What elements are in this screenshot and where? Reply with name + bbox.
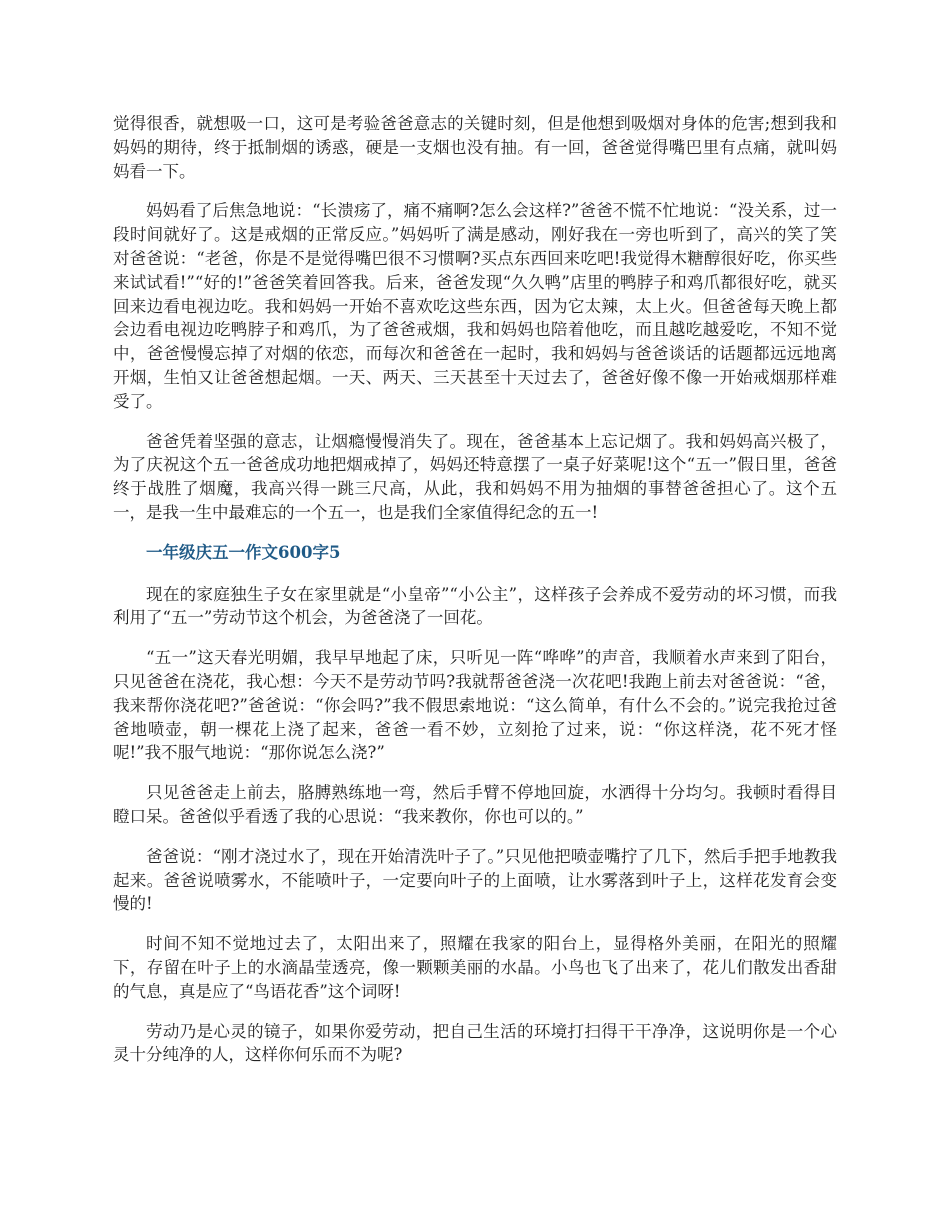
- paragraph: 妈妈看了后焦急地说：“长溃疡了，痛不痛啊?怎么会这样?”爸爸不慌不忙地说：“没关系，过一段时间就好了。这是戒烟的正常反应。”妈妈听了满是感动，刚好我在一旁也听到了，高兴的笑了笑对爸爸说：“老爸，你是不是觉得嘴巴很不习惯啊?买点东西回来吃吧!我觉得木糖醇很好吃，你买些来试试看!”“好的!”爸爸笑着回答我。后来，爸爸发现“久久鸭”店里的鸭脖子和鸡爪都很好吃，就买回来边看电视边吃。我和妈妈一开始不喜欢吃这些东西，因为它太辣，太上火。但爸爸每天晚上都会边看电视边吃鸭脖子和鸡爪，为了爸爸戒烟，我和妈妈也陪着他吃，而且越吃越爱吃，不知不觉中，爸爸慢慢忘掉了对烟的依恋，而每次和爸爸在一起时，我和妈妈与爸爸谈话的话题都远远地离开烟，生怕又让爸爸想起烟。一天、两天、三天甚至十天过去了，爸爸好像不像一开始戒烟那样难受了。: [113, 201, 837, 411]
- paragraph: 觉得很香，就想吸一口，这可是考验爸爸意志的关键时刻，但是他想到吸烟对身体的危害;想到我和妈妈的期待，终于抵制烟的诱惑，硬是一支烟也没有抽。有一回，爸爸觉得嘴巴里有点痛，就叫妈妈看一下。: [113, 114, 837, 181]
- paragraph: 爸爸说：“刚才浇过水了，现在开始清洗叶子了。”只见他把喷壶嘴拧了几下，然后手把手地教我起来。爸爸说喷雾水，不能喷叶子，一定要向叶子的上面喷，让水雾落到叶子上，这样花发育会变慢的!: [113, 846, 837, 914]
- paragraph: “五一”这天春光明媚，我早早地起了床，只听见一阵“哗哗”的声音，我顺着水声来到了阳台，只见爸爸在浇花，我心想：今天不是劳动节吗?我就帮爸爸浇一次花吧!我跑上前去对爸爸说：“爸，我来帮你浇花吧?”爸爸说：“你会吗?”我不假思索地说：“这么简单，有什么不会的。”说完我抢过爸爸地喷壶，朝一棵花上浇了起来，爸爸一看不妙，立刻抢了过来，说：“你这样浇，花不死才怪呢!”我不服气地说：“那你说怎么浇?”: [113, 648, 837, 763]
- paragraph: 现在的家庭独生子女在家里就是“小皇帝”“小公主”，这样孩子会养成不爱劳动的坏习惯，而我利用了“五一”劳动节这个机会，为爸爸浇了一回花。: [113, 584, 837, 628]
- paragraph: 只见爸爸走上前去，胳膊熟练地一弯，然后手臂不停地回旋，水洒得十分均匀。我顿时看得目瞪口呆。爸爸似乎看透了我的心思说：“我来教你，你也可以的。”: [113, 783, 837, 826]
- paragraph: 爸爸凭着坚强的意志，让烟瘾慢慢消失了。现在，爸爸基本上忘记烟了。我和妈妈高兴极了，为了庆祝这个五一爸爸成功地把烟戒掉了，妈妈还特意摆了一桌子好菜呢!这个“五一”假日里，爸爸终于战胜了烟魔，我高兴得一跳三尺高，从此，我和妈妈不用为抽烟的事替爸爸担心了。这个五一，是我一生中最难忘的一个五一，也是我们全家值得纪念的五一!: [113, 431, 837, 522]
- article-body: [113, 112, 837, 1083]
- paragraph: 劳动乃是心灵的镜子，如果你爱劳动，把自己生活的环境打扫得干干净净，这说明你是一个心灵十分纯净的人，这样你何乐而不为呢?: [113, 1021, 837, 1065]
- section-heading: 一年级庆五一作文600字5: [146, 542, 341, 562]
- paragraph: 时间不知不觉地过去了，太阳出来了，照耀在我家的阳台上，显得格外美丽，在阳光的照耀下，存留在叶子上的水滴晶莹透亮，像一颗颗美丽的水晶。小鸟也飞了出来了，花儿们散发出香甜的气息，真是应了“鸟语花香”这个词呀!: [113, 934, 837, 1001]
